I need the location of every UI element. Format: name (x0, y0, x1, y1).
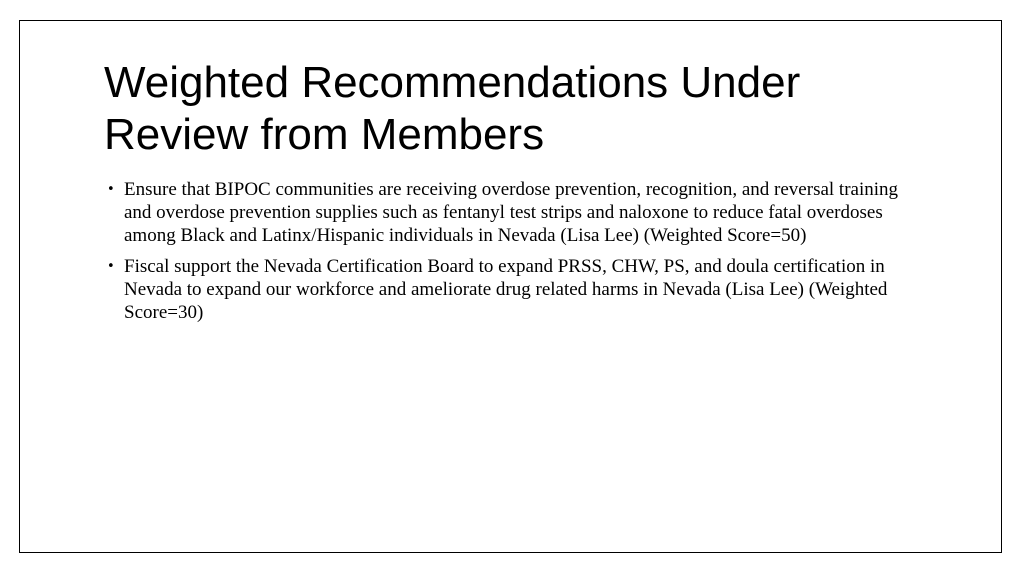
bullet-item-2 (104, 255, 904, 324)
bullet-text: Ensure that BIPOC communities are receiving overdose prevention, recognition, and reversal training and overdose prevention supplies such as fentanyl test strips and naloxone to reduce fatal overdoses among Black and Latinx/Hispanic individuals in Nevada (Lisa Lee) (Weighted Score=50) (124, 179, 899, 246)
slide (19, 20, 1002, 553)
bullet-item-1 (104, 178, 904, 247)
bullet-icon: • (107, 259, 115, 274)
bullet-text: Fiscal support the Nevada Certification Board to expand PRSS, CHW, PS, and doula certification in Nevada to expand our workforce and ameliorate drug related harms in Nevada (Lisa Lee) (Weighted Score=30) (124, 256, 888, 323)
slide-title: Weighted Recommendations Under Review from Members (104, 58, 801, 159)
bullet-list (104, 178, 904, 332)
bullet-icon: • (107, 182, 115, 197)
